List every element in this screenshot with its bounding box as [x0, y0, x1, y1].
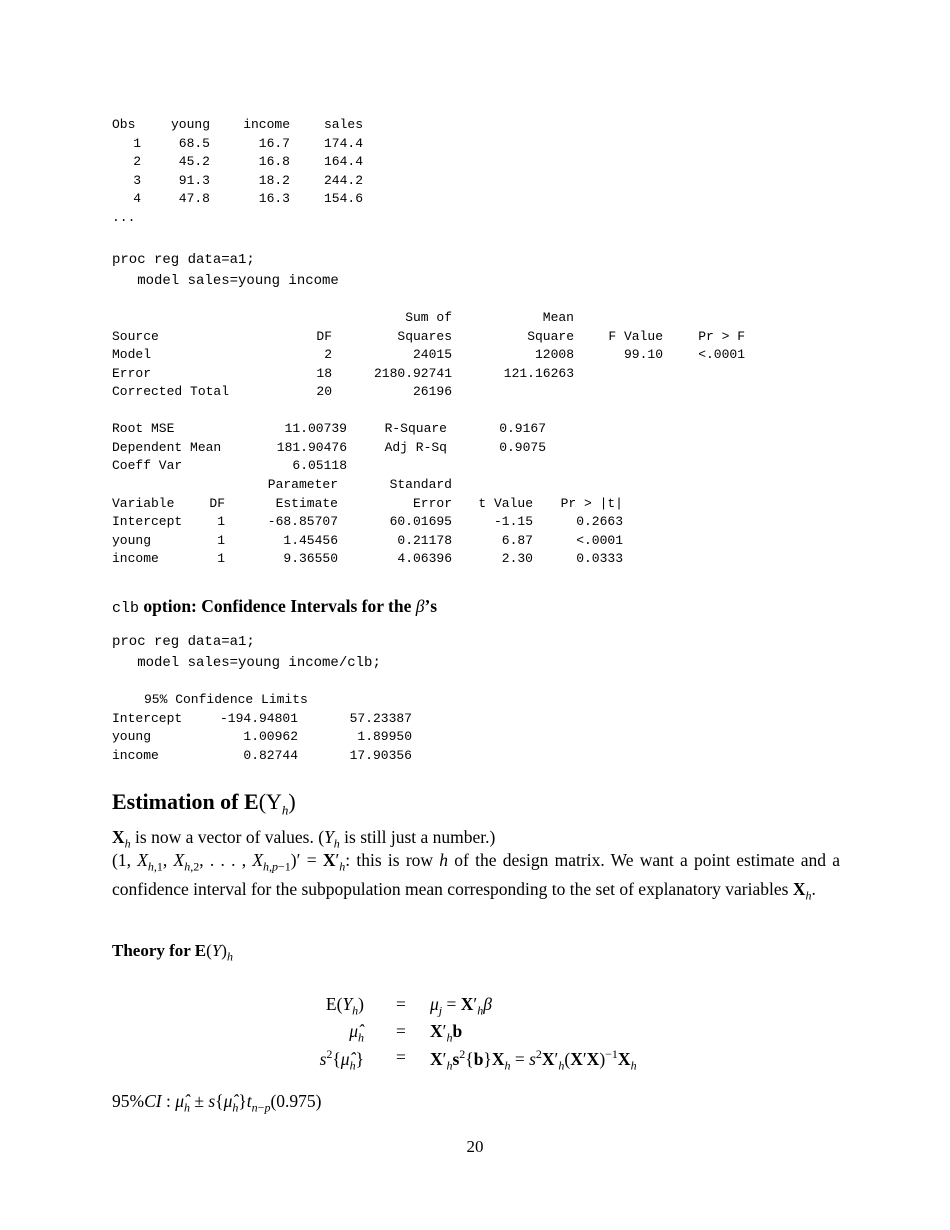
- pr-f-header: Pr > F: [698, 328, 745, 344]
- square-header: Square: [527, 328, 574, 344]
- table-row: Root MSE 11.00739 R-Square 0.9167: [112, 421, 546, 436]
- obs-cell: 3: [133, 172, 141, 188]
- standard-label: Standard: [389, 477, 452, 492]
- obs-cell: 4: [133, 191, 141, 207]
- table-row: Dependent Mean 181.90476 Adj R-Sq 0.9075: [112, 439, 546, 455]
- income-header: income: [243, 117, 290, 132]
- table-row: Model 2 24015 12008 99.10 <.0001: [112, 347, 745, 363]
- income-cell: 16.7: [258, 135, 290, 151]
- anova-header-row: [112, 328, 745, 347]
- obs-cell: 2: [133, 154, 141, 170]
- error-header: Error: [412, 495, 452, 511]
- eq-equals: =: [396, 994, 406, 1014]
- obs-table-header: [112, 116, 363, 135]
- page-number: 20: [466, 1137, 484, 1156]
- obs-cell: 1: [133, 135, 141, 151]
- table-row: Coeff Var 6.05118: [112, 458, 347, 474]
- parameter-table: [112, 476, 623, 569]
- code-block-reg: [112, 250, 339, 292]
- fit-stats-table: [112, 420, 546, 476]
- income-cell: 16.8: [258, 154, 290, 170]
- code-line: model sales=young income/clb;: [112, 655, 381, 671]
- eq-rhs: $\mu_j = X'_h\beta$: [430, 994, 492, 1018]
- sum-of-label: Sum of: [405, 310, 452, 325]
- df-header: DF: [316, 328, 332, 344]
- obs-table: [112, 116, 363, 228]
- eq-lhs: $s^2\{\mû_h\}$: [319, 1047, 364, 1073]
- table-row: [112, 135, 363, 154]
- table-row: young 1.00962 1.89950: [112, 729, 412, 745]
- table-row: Corrected Total 20 26196: [112, 384, 452, 400]
- section-title: Estimation of $E(Y_h)$: [112, 789, 296, 818]
- eq-rhs: $X'_hs^2\{b\}X_h = s^2X'_h(X'X)^{-1}X_h$: [430, 1047, 637, 1073]
- income-cell: 16.3: [258, 191, 290, 207]
- variable-header: Variable: [112, 495, 175, 511]
- table-row: Intercept -194.94801 57.23387: [112, 710, 412, 726]
- income-cell: 18.2: [258, 172, 290, 188]
- code-line: proc reg data=a1;: [112, 634, 255, 650]
- paragraph-vector: $X_h$ is now a vector of values. ($Y_h$ is still just a number.): [112, 827, 496, 851]
- t-value-header: t Value: [478, 495, 533, 511]
- table-row: young 1 1.45456 0.21178 6.87 <.0001: [112, 532, 623, 548]
- anova-table: [112, 309, 745, 402]
- clb-heading: clb option: Confidence Intervals for the β’s: [112, 596, 438, 617]
- sales-header: sales: [323, 117, 363, 132]
- df-header: DF: [209, 495, 225, 511]
- sales-cell: 174.4: [323, 135, 363, 151]
- anova-header-row: [112, 309, 745, 328]
- table-row: [112, 172, 363, 191]
- beta-symbol: β: [415, 596, 425, 616]
- table-row: income 1 9.36550 4.06396 2.30 0.0333: [112, 551, 623, 567]
- young-cell: 91.3: [178, 172, 210, 188]
- table-row: [112, 153, 363, 172]
- param-header-row: [112, 495, 623, 514]
- ellipsis: ...: [112, 209, 136, 225]
- eq-lhs: $E(Y_h)$: [325, 994, 364, 1018]
- squares-header: Squares: [397, 328, 452, 344]
- young-cell: 68.5: [178, 135, 210, 151]
- pr-t-header: Pr > |t|: [560, 495, 623, 511]
- ci-header-row: [112, 691, 412, 710]
- table-row: Intercept 1 -68.85707 60.01695 -1.15 0.2663: [112, 514, 623, 530]
- sales-cell: 244.2: [323, 172, 363, 188]
- young-cell: 47.8: [178, 191, 210, 207]
- theory-heading: Theory for $E(Y)_h$: [112, 941, 233, 964]
- source-header: Source: [112, 328, 159, 344]
- param-header-row: [112, 476, 623, 495]
- mean-label: Mean: [542, 310, 574, 325]
- eq-equals: =: [396, 1021, 406, 1041]
- estimate-header: Estimate: [275, 495, 338, 511]
- ci-header: 95% Confidence Limits: [144, 692, 308, 707]
- code-line: model sales=young income: [112, 273, 339, 289]
- sales-cell: 164.4: [323, 154, 363, 170]
- parameter-label: Parameter: [267, 477, 338, 492]
- eq-rhs: $X'_hb$: [430, 1021, 463, 1045]
- sales-cell: 154.6: [323, 191, 363, 207]
- clb-code: clb: [112, 600, 140, 617]
- young-header: young: [170, 117, 210, 132]
- table-row: income 0.82744 17.90356: [112, 747, 412, 763]
- ci-table: [112, 691, 412, 765]
- table-row: [112, 209, 363, 228]
- eq-lhs: $\mû_h$: [349, 1021, 364, 1045]
- obs-header: Obs: [112, 117, 136, 132]
- table-row: [112, 190, 363, 209]
- young-cell: 45.2: [178, 154, 210, 170]
- ci-formula: 95%CI : $\mû_h$ ± $s\{\mû_h\}t_{n-p}(0.975)$: [112, 1091, 322, 1115]
- f-value-header: F Value: [608, 328, 663, 344]
- code-block-clb: [112, 632, 381, 674]
- table-row: Error 18 2180.92741 121.16263: [112, 365, 574, 381]
- code-line: proc reg data=a1;: [112, 252, 255, 268]
- paragraph-design-row: (1, $X_{h,1}$, $X_{h,2}$, . . . , $X_{h,p-1})' = X'_h$: this is row h of the design matrix. We want a point estimate and a confidence interval for the subpopulation mean corresponding to the set of explanatory variables $X_h$.: [112, 850, 841, 903]
- eq-equals: =: [396, 1047, 406, 1067]
